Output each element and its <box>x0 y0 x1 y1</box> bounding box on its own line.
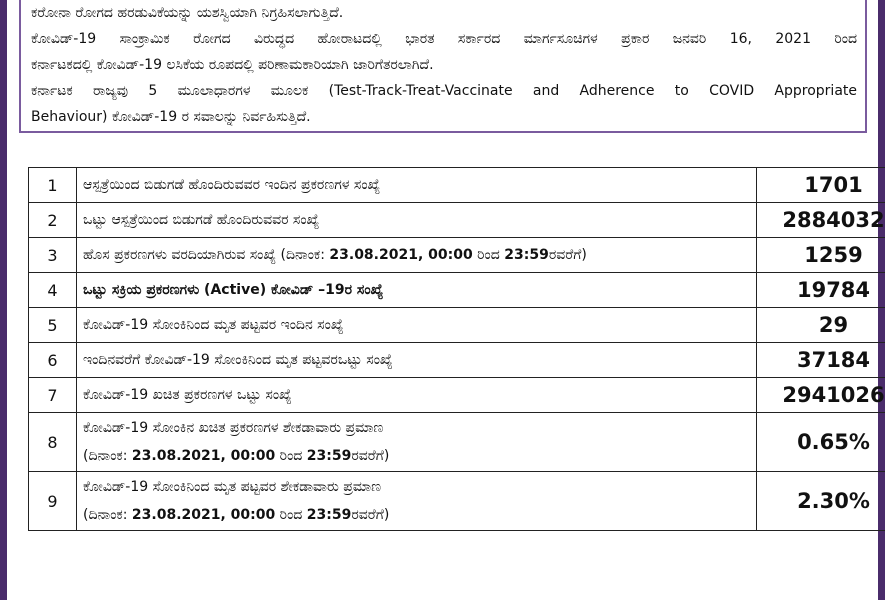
row-number: 6 <box>29 343 77 378</box>
notice-box <box>19 0 867 133</box>
table-row <box>29 238 885 273</box>
row-value: 29 <box>757 308 885 343</box>
notice-line-4: ಕರ್ನಾಟಕ ರಾಜ್ಯವು 5 ಮೂಲಾಧಾರಗಳ ಮೂಲಕ (Test-Track-Treat-Vaccinate and Adherence to COVID Appropriate <box>31 83 857 99</box>
desc-date: 23.08.2021, 00:00 <box>329 247 473 263</box>
desc-time: 23:59 <box>504 247 549 263</box>
table-row <box>29 413 885 472</box>
row-description <box>77 238 757 273</box>
row-description-text: ಒಟ್ಟು ಆಸ್ಪತ್ರೆಯಿಂದ ಬಿಡುಗಡೆ ಹೊಂದಿರುವವರ ಸಂಖ್ಯೆ <box>83 212 320 228</box>
date-value: 23.08.2021, 00:00 <box>131 507 276 523</box>
notice-line-5: Behaviour) ಕೋವಿಡ್-19 ರ ಸವಾಲನ್ನು ನಿರ್ವಹಿಸುತ್ತಿದೆ. <box>31 109 311 125</box>
row-value: 37184 <box>757 343 885 378</box>
table-row <box>29 308 885 343</box>
row-value: 2.30% <box>757 472 885 531</box>
row-value: 2941026 <box>757 378 885 413</box>
row-value: 1259 <box>757 238 885 273</box>
notice-line-2: ಕೋವಿಡ್-19 ಸಾಂಕ್ರಾಮಿಕ ರೋಗದ ವಿರುದ್ಧದ ಹೋರಾಟದಲ್ಲಿ ಭಾರತ ಸರ್ಕಾರದ ಮಾರ್ಗಸೂಚಿಗಳ ಪ್ರಕಾರ ಜನವರಿ 16, 2021 ರಿಂದ <box>31 31 857 47</box>
table-row <box>29 378 885 413</box>
table-row <box>29 273 885 308</box>
row-description <box>77 308 757 343</box>
row-value: 19784 <box>757 273 885 308</box>
desc-main: ಹೊಸ ಪ್ರಕರಣಗಳು ವರದಿಯಾಗಿರುವ ಸಂಖ್ಯೆ (ದಿನಾಂಕ: <box>83 247 330 263</box>
row-description <box>77 203 757 238</box>
row-description-text: ಕೋವಿಡ್-19 ಸೋಂಕಿನಿಂದ ಮೃತ ಪಟ್ಟವರ ಇಂದಿನ ಸಂಖ್ಯೆ <box>83 317 344 333</box>
date-prefix: (ದಿನಾಂಕ: <box>83 448 132 464</box>
row-description <box>77 343 757 378</box>
date-mid: ರಿಂದ <box>275 448 307 464</box>
time-value: 23:59 <box>306 507 352 523</box>
date-value: 23.08.2021, 00:00 <box>131 448 276 464</box>
row-date-range <box>83 501 750 529</box>
row-description <box>77 273 757 308</box>
row-value: 0.65% <box>757 413 885 472</box>
row-description-text: ಒಟ್ಟು ಸಕ್ರಿಯ ಪ್ರಕರಣಗಳು (Active) ಕೋವಿಡ್ –19ರ ಸಂಖ್ಯೆ <box>83 282 384 298</box>
date-suffix: ರವರೆಗೆ) <box>351 448 390 464</box>
row-number: 2 <box>29 203 77 238</box>
date-suffix: ರವರೆಗೆ) <box>351 507 390 523</box>
row-number: 9 <box>29 472 77 531</box>
table-row <box>29 203 885 238</box>
row-description-text: ಕೋವಿಡ್-19 ಸೋಂಕಿನಿಂದ ಮೃತ ಪಟ್ಟವರ ಶೇಕಡಾವಾರು ಪ್ರಮಾಣ <box>83 479 382 495</box>
row-number: 5 <box>29 308 77 343</box>
date-mid: ರಿಂದ <box>275 507 307 523</box>
table-row <box>29 472 885 531</box>
row-description <box>77 378 757 413</box>
row-number: 8 <box>29 413 77 472</box>
row-description-text: ಕೋವಿಡ್-19 ಖಚಿತ ಪ್ರಕರಣಗಳ ಒಟ್ಟು ಸಂಖ್ಯೆ <box>83 387 292 403</box>
row-number: 1 <box>29 168 77 203</box>
row-description <box>77 168 757 203</box>
row-value: 1701 <box>757 168 885 203</box>
row-description <box>77 472 757 531</box>
row-description-text: ಇಂದಿನವರೆಗೆ ಕೋವಿಡ್-19 ಸೋಂಕಿನಿಂದ ಮೃತ ಪಟ್ಟವರಒಟ್ಟು ಸಂಖ್ಯೆ <box>83 352 393 368</box>
row-number: 7 <box>29 378 77 413</box>
table-row <box>29 168 885 203</box>
notice-line-1: ಕರೋನಾ ರೋಗದ ಹರಡುವಿಕೆಯನ್ನು ಯಶಸ್ವಿಯಾಗಿ ನಿಗ್ರಹಿಸಲಾಗುತ್ತಿದೆ. <box>31 5 344 21</box>
row-value: 2884032 <box>757 203 885 238</box>
row-date-range <box>83 442 750 470</box>
notice-line-3: ಕರ್ನಾಟಕದಲ್ಲಿ ಕೋವಿಡ್-19 ಲಸಿಕೆಯ ರೂಪದಲ್ಲಿ ಪರಿಣಾಮಕಾರಿಯಾಗಿ ಜಾರಿಗೆತರಲಾಗಿದೆ. <box>31 57 434 73</box>
desc-end: ರವರೆಗೆ) <box>548 247 587 263</box>
table-row <box>29 343 885 378</box>
row-description-text: ಆಸ್ಪತ್ರೆಯಿಂದ ಬಿಡುಗಡೆ ಹೊಂದಿರುವವರ ಇಂದಿನ ಪ್ರಕರಣಗಳ ಸಂಖ್ಯೆ <box>83 177 381 193</box>
row-description-text <box>83 241 750 269</box>
covid-statistics-table <box>28 167 885 531</box>
row-number: 3 <box>29 238 77 273</box>
date-prefix: (ದಿನಾಂಕ: <box>83 507 132 523</box>
left-frame-border <box>0 0 7 600</box>
time-value: 23:59 <box>306 448 352 464</box>
row-number: 4 <box>29 273 77 308</box>
row-description <box>77 413 757 472</box>
desc-mid: ರಿಂದ <box>472 247 505 263</box>
row-description-text: ಕೋವಿಡ್-19 ಸೋಂಕಿನ ಖಚಿತ ಪ್ರಕರಣಗಳ ಶೇಕಡಾವಾರು ಪ್ರಮಾಣ <box>83 420 384 436</box>
